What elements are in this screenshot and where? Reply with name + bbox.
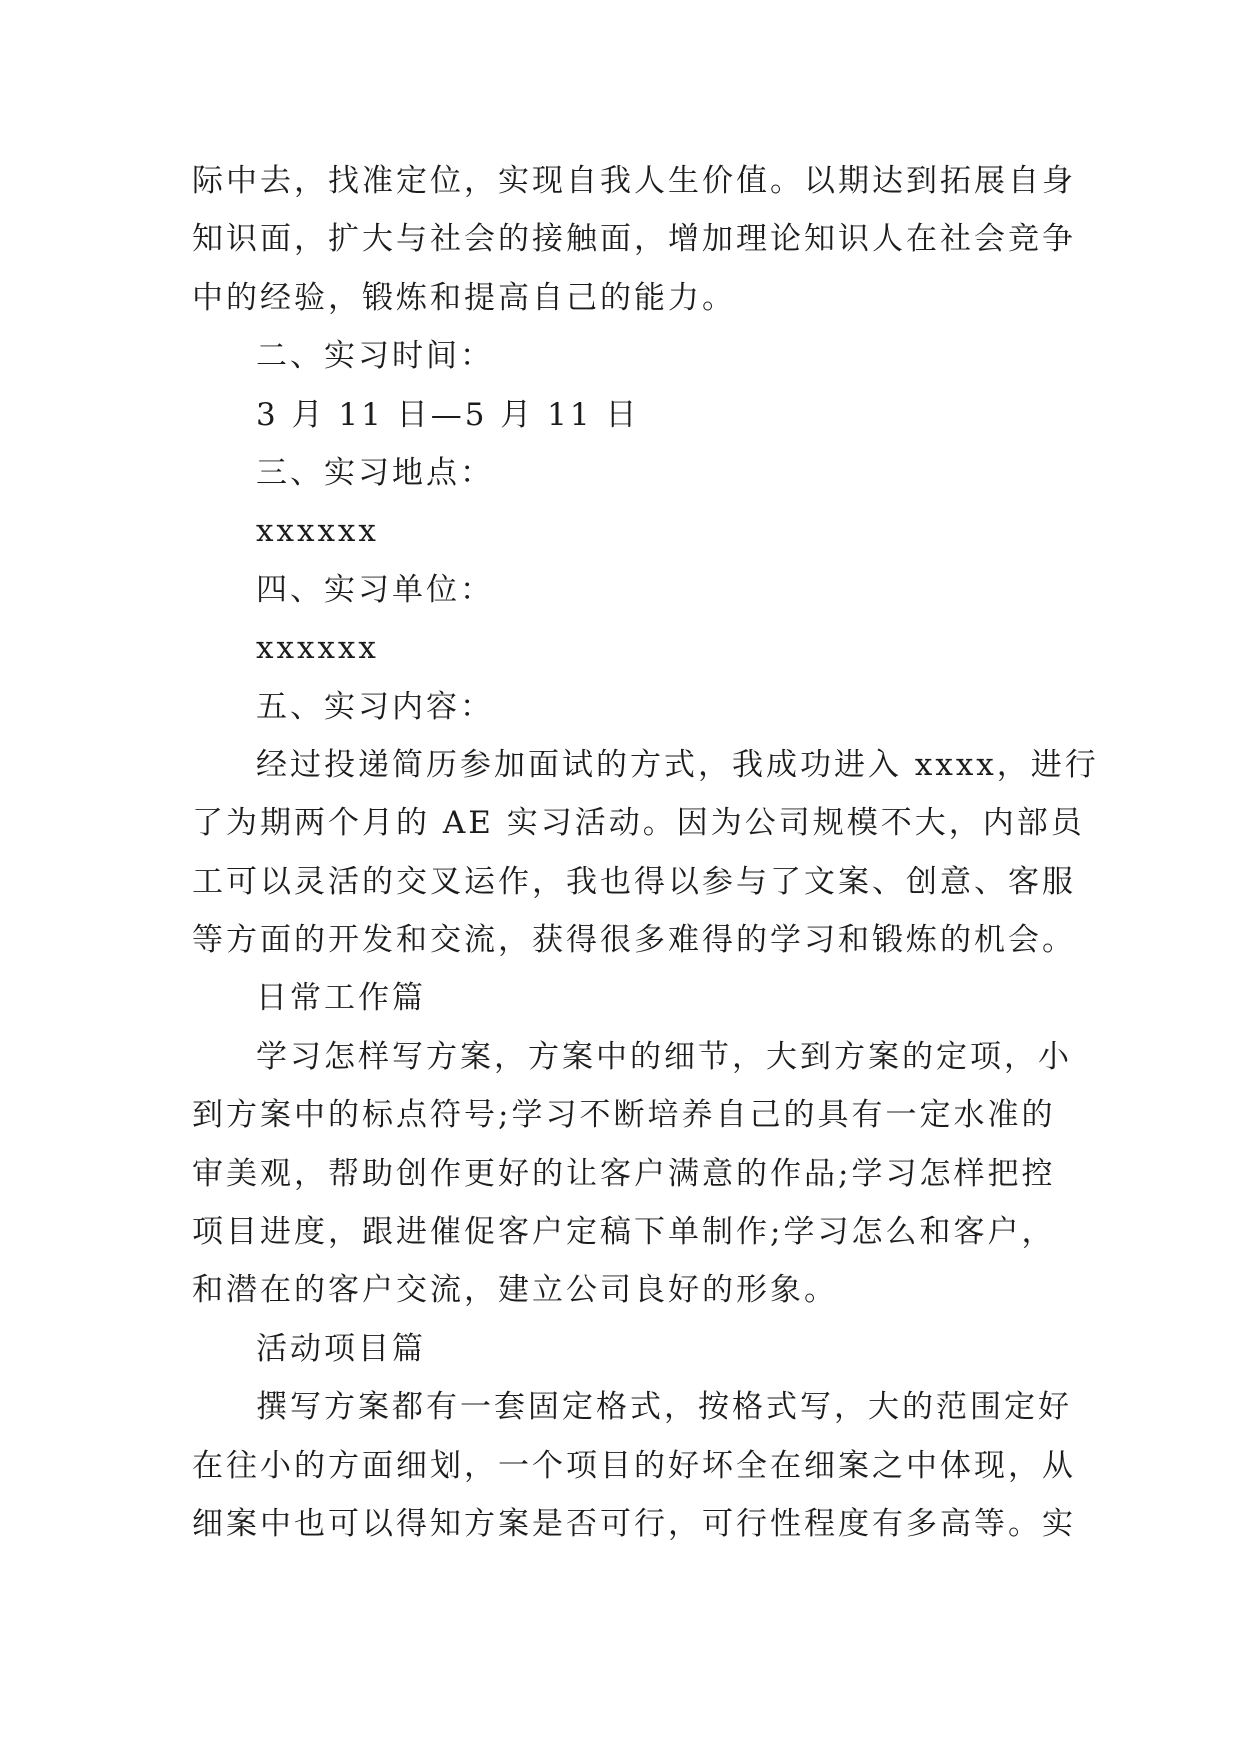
internship-unit-value: xxxxxx (256, 630, 379, 667)
section-heading-internship-content: 五、实习内容： (256, 688, 494, 725)
subheading-daily-work: 日常工作篇 (256, 980, 426, 1017)
body-line: 审美观，帮助创作更好的让客户满意的作品;学习怎样把控 (192, 1155, 1056, 1192)
body-line: 知识面，扩大与社会的接触面，增加理论知识人在社会竞争 (192, 221, 1076, 258)
body-line: 细案中也可以得知方案是否可行，可行性程度有多高等。实 (192, 1505, 1076, 1542)
section-heading-internship-location: 三、实习地点： (256, 454, 494, 491)
internship-location-value: xxxxxx (256, 513, 379, 550)
body-line: 了为期两个月的 AE 实习活动。因为公司规模不大，内部员 (192, 805, 1085, 842)
internship-date-range: 3 月 11 日—5 月 11 日 (256, 396, 640, 433)
body-line: 中的经验，锻炼和提高自己的能力。 (192, 279, 736, 316)
body-line: 工可以灵活的交叉运作，我也得以参与了文案、创意、客服 (192, 863, 1076, 900)
section-heading-internship-unit: 四、实习单位： (256, 571, 494, 608)
body-line: 学习怎样写方案，方案中的细节，大到方案的定项，小 (256, 1038, 1072, 1075)
section-heading-internship-time: 二、实习时间： (256, 338, 494, 375)
subheading-activity-projects: 活动项目篇 (256, 1330, 426, 1367)
body-line: 到方案中的标点符号;学习不断培养自己的具有一定水准的 (192, 1097, 1056, 1134)
body-line: 在往小的方面细划，一个项目的好坏全在细案之中体现，从 (192, 1447, 1076, 1484)
body-line: 撰写方案都有一套固定格式，按格式写，大的范围定好 (256, 1389, 1072, 1426)
body-line: 经过投递简历参加面试的方式，我成功进入 xxxx，进行 (256, 746, 1099, 783)
body-line: 和潜在的客户交流，建立公司良好的形象。 (192, 1272, 838, 1309)
body-line: 际中去，找准定位，实现自我人生价值。以期达到拓展自身 (192, 163, 1076, 199)
body-line: 项目进度，跟进催促客户定稿下单制作;学习怎么和客户， (192, 1214, 1056, 1251)
body-line: 等方面的开发和交流，获得很多难得的学习和锻炼的机会。 (192, 922, 1076, 959)
document-body (192, 152, 1099, 1553)
